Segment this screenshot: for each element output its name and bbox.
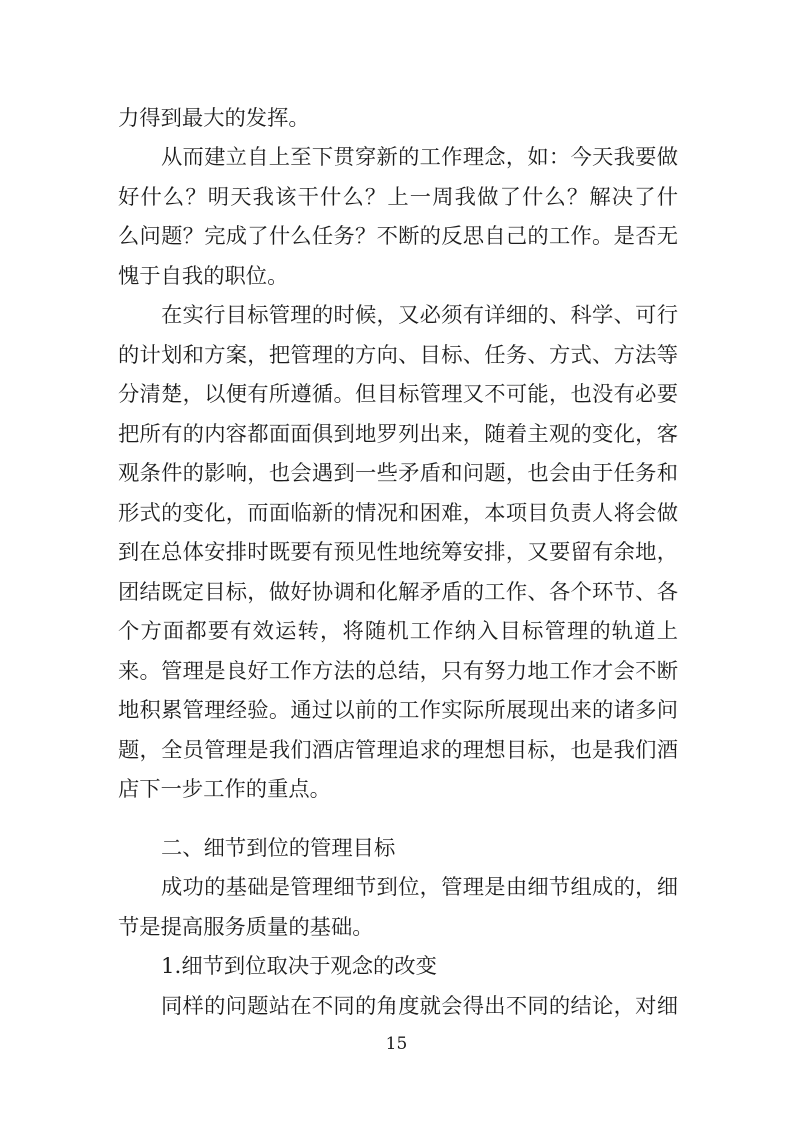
text-line: 题，全员管理是我们酒店管理追求的理想目标，也是我们酒 (118, 738, 678, 763)
subsection-heading: 1.细节到位取决于观念的改变 (161, 954, 437, 979)
text-line: 把所有的内容都面面俱到地罗列出来，随着主观的变化，客 (118, 422, 678, 447)
text-line: 地积累管理经验。通过以前的工作实际所展现出来的诸多问 (118, 698, 678, 723)
text-line: 同样的问题站在不同的角度就会得出不同的结论，对细 (161, 994, 678, 1019)
text-line: 在实行目标管理的时候，又必须有详细的、科学、可行 (161, 303, 678, 328)
text-line: 来。管理是良好工作方法的总结，只有努力地工作才会不断 (118, 659, 678, 684)
section-heading: 二、细节到位的管理目标 (161, 836, 396, 861)
page-number: 15 (385, 1034, 408, 1054)
text-line: 么问题？完成了什么任务？不断的反思自己的工作。是否无 (118, 224, 678, 249)
text-line: 形式的变化，而面临新的情况和困难，本项目负责人将会做 (118, 501, 678, 526)
text-line: 好什么？明天我该干什么？上一周我做了什么？解决了什 (118, 185, 678, 210)
text-line: 分清楚，以便有所遵循。但目标管理又不可能，也没有必要 (118, 382, 678, 407)
text-line: 到在总体安排时既要有预见性地统筹安排，又要留有余地， (118, 540, 678, 565)
text-line: 力得到最大的发挥。 (118, 106, 310, 131)
text-line: 观条件的影响，也会遇到一些矛盾和问题，也会由于任务和 (118, 461, 678, 486)
text-line: 店下一步工作的重点。 (118, 777, 331, 802)
text-line: 团结既定目标，做好协调和化解矛盾的工作、各个环节、各 (118, 580, 678, 605)
text-line: 节是提高服务质量的基础。 (118, 915, 374, 940)
text-line: 个方面都要有效运转，将随机工作纳入目标管理的轨道上 (118, 619, 678, 644)
text-line: 从而建立自上至下贯穿新的工作理念，如：今天我要做 (161, 145, 678, 170)
text-line: 成功的基础是管理细节到位，管理是由细节组成的，细 (161, 875, 678, 900)
text-line: 愧于自我的职位。 (118, 264, 289, 289)
text-line: 的计划和方案，把管理的方向、目标、任务、方式、方法等 (118, 343, 678, 368)
